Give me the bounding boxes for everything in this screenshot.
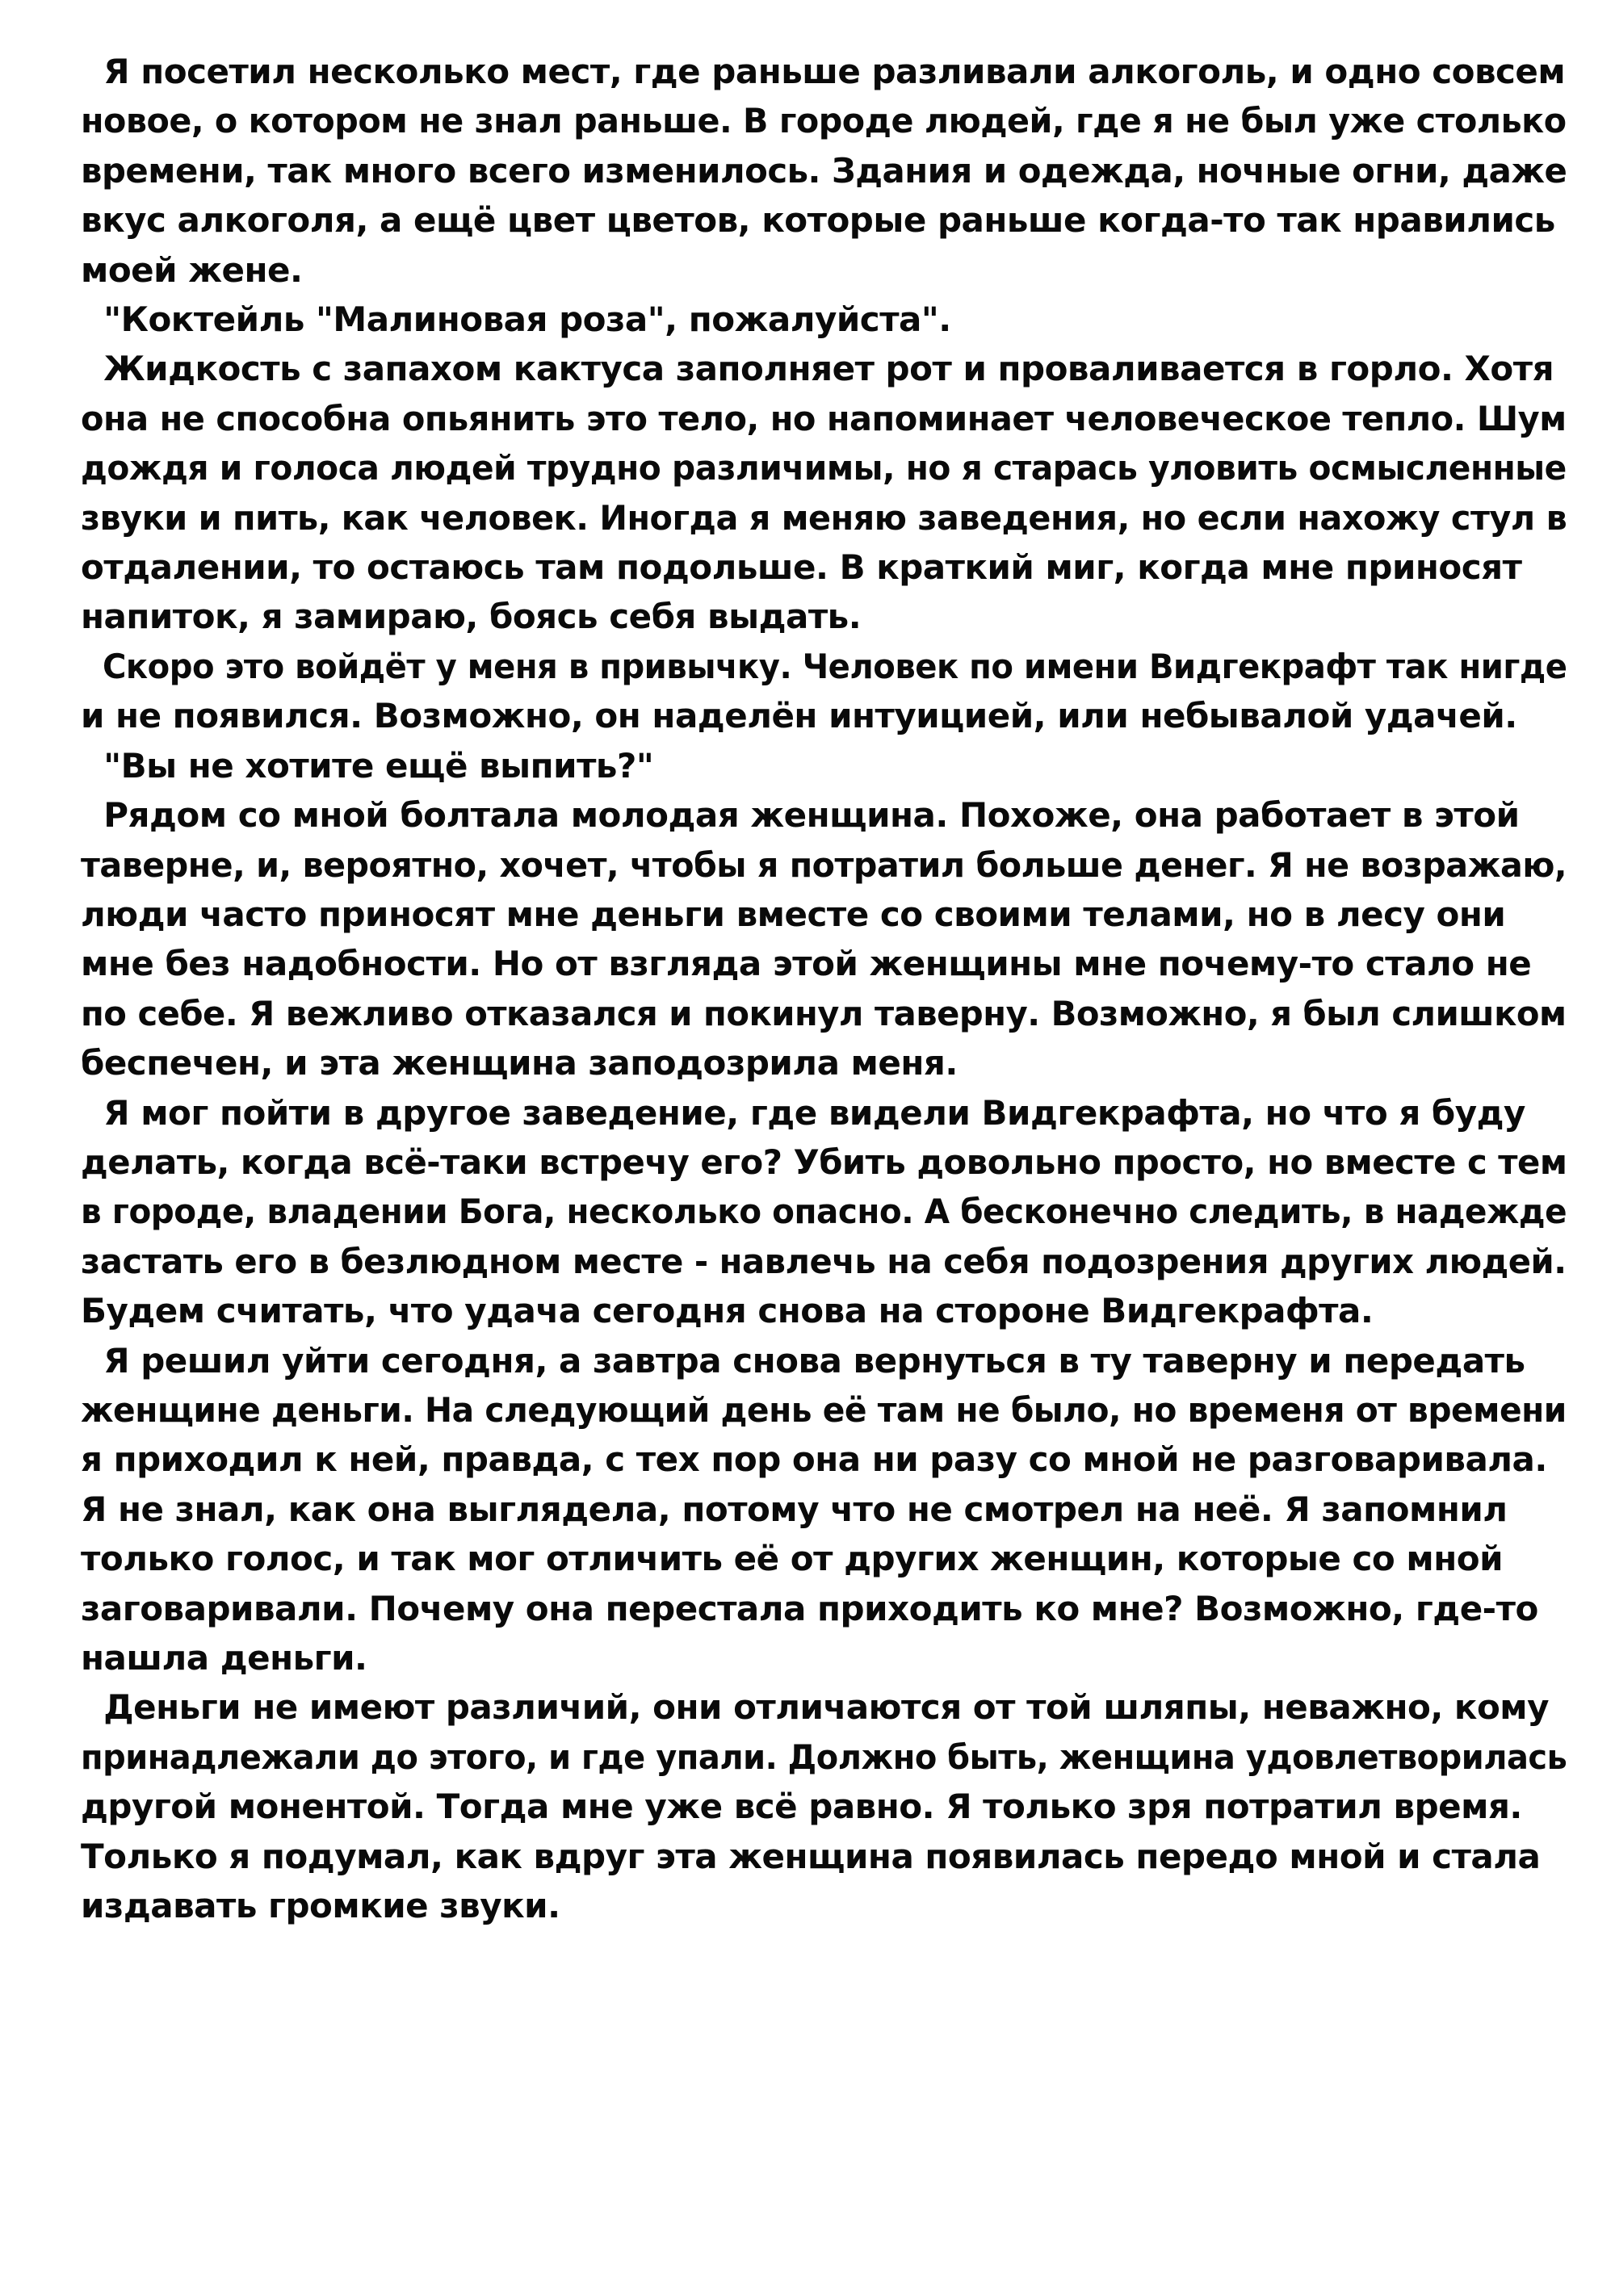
text-line: отдалении, то остаюсь там подольше. В краткий миг, когда мне приносят — [81, 547, 1522, 588]
text-line: по себе. Я вежливо отказался и покинул таверну. Возможно, я был слишком — [81, 993, 1567, 1033]
text-line: Я не знал, как она выглядела, потому что не смотрел на неё. Я запомнил — [81, 1489, 1508, 1529]
paragraph-8 — [81, 1336, 1567, 1683]
page-text — [81, 47, 1567, 1930]
text-line: "Коктейль "Малиновая роза", пожалуйста". — [81, 300, 951, 340]
paragraph-5 — [81, 741, 1567, 790]
paragraph-9 — [81, 1682, 1567, 1930]
text-line: Я мог пойти в другое заведение, где видели Видгекрафта, но что я буду — [81, 1092, 1525, 1133]
paragraph-7 — [81, 1088, 1567, 1336]
text-line: дождя и голоса людей трудно различимы, но я старась уловить осмысленные — [81, 448, 1567, 488]
text-line: Я посетил несколько мест, где раньше разливали алкоголь, и одно совсем — [81, 52, 1566, 91]
text-line: издавать громкие звуки. — [81, 1886, 560, 1926]
paragraph-1 — [81, 47, 1567, 295]
text-line: другой монентой. Тогда мне уже всё равно. Я только зря потратил время. — [81, 1787, 1522, 1827]
text-line: "Вы не хотите ещё выпить?" — [81, 745, 654, 786]
text-line: Только я подумал, как вдруг эта женщина появилась передо мной и стала — [81, 1836, 1541, 1876]
paragraph-6 — [81, 790, 1567, 1087]
text-line: нашла деньги. — [81, 1638, 367, 1678]
text-line: принадлежали до этого, и где упали. Должно быть, женщина удовлетворилась — [81, 1737, 1567, 1777]
paragraph-2 — [81, 295, 1567, 344]
text-line: звуки и пить, как человек. Иногда я меняю заведения, но если нахожу стул в — [81, 497, 1567, 538]
text-line: я приходил к ней, правда, с тех пор она ни разу со мной не разговаривала. — [81, 1439, 1547, 1480]
text-line: она не способна опьянить это тело, но напоминает человеческое тепло. Шум — [81, 398, 1567, 438]
text-line: беспечен, и эта женщина заподозрила меня. — [81, 1043, 958, 1083]
text-line: застать его в безлюдном месте - навлечь на себя подозрения других людей. — [81, 1241, 1567, 1281]
text-line: напиток, я замираю, боясь себя выдать. — [81, 597, 862, 637]
text-line: в городе, владении Бога, несколько опасно. А бесконечно следить, в надежде — [81, 1192, 1567, 1232]
text-line: таверне, и, вероятно, хочет, чтобы я потратил больше денег. Я не возражаю, — [81, 844, 1567, 885]
text-line: Жидкость с запахом кактуса заполняет рот и проваливается в горло. Хотя — [81, 349, 1554, 389]
text-line: мне без надобности. Но от взгляда этой женщины мне почему-то стало не — [81, 944, 1532, 984]
text-line: женщине деньги. На следующий день её там не было, но временя от времени — [81, 1389, 1567, 1430]
text-line: Скоро это войдёт у меня в привычку. Человек по имени Видгекрафт так нигде — [81, 646, 1567, 686]
text-line: только голос, и так мог отличить её от других женщин, которые со мной — [81, 1539, 1503, 1579]
paragraph-3 — [81, 344, 1567, 641]
text-line: новое, о котором не знал раньше. В городе людей, где я не был уже столько — [81, 101, 1567, 141]
text-line: Я решил уйти сегодня, а завтра снова вернуться в ту таверну и передать — [81, 1340, 1525, 1381]
text-line: и не появился. Возможно, он наделён интуицией, или небывалой удачей. — [81, 696, 1517, 736]
text-line: люди часто приносят мне деньги вместе со своими телами, но в лесу они — [81, 894, 1506, 934]
text-line: моей жене. — [81, 249, 303, 290]
text-line: Рядом со мной болтала молодая женщина. Похоже, она работает в этой — [81, 795, 1520, 836]
text-line: заговаривали. Почему она перестала приходить ко мне? Возможно, где-то — [81, 1588, 1538, 1628]
text-line: вкус алкоголя, а ещё цвет цветов, которые раньше когда-то так нравились — [81, 200, 1555, 241]
text-line: Будем считать, что удача сегодня снова на стороне Видгекрафта. — [81, 1291, 1374, 1331]
paragraph-4 — [81, 642, 1567, 741]
text-line: времени, так много всего изменилось. Здания и одежда, ночные огни, даже — [81, 150, 1567, 191]
text-line: Деньги не имеют различий, они отличаются от той шляпы, неважно, кому — [81, 1687, 1550, 1728]
text-line: делать, когда всё-таки встречу его? Убить довольно просто, но вместе с тем — [81, 1142, 1567, 1182]
